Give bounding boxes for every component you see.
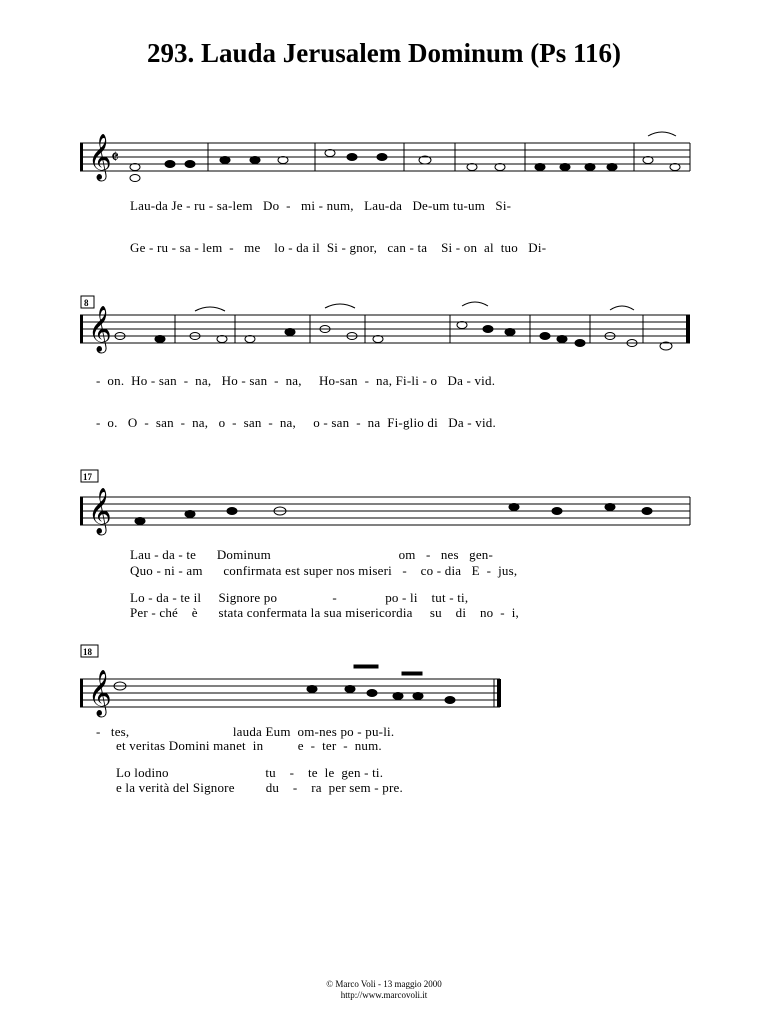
svg-text:𝄵: 𝄵	[111, 147, 120, 168]
treble-clef-icon: 𝄞	[88, 670, 112, 716]
measure-number: 18	[83, 647, 92, 657]
lyric-line: Lau - da - te Dominum om - nes gen-	[130, 547, 494, 562]
treble-clef-icon: 𝄞	[88, 306, 112, 352]
lyric-line: Lo lodino tu - te le gen - ti.	[116, 765, 384, 780]
system-2-staff	[80, 302, 690, 354]
lyric-line: et veritas Domini manet in e - ter - num.	[116, 738, 382, 753]
lyric-line: Ge - ru - sa - lem - me lo - da il Si - gnor, can - ta Si - on al tuo Di-	[130, 240, 547, 255]
page-title: 293. Lauda Jerusalem Dominum (Ps 116)	[146, 38, 622, 68]
system-4-notes	[114, 665, 455, 704]
treble-clef-icon: 𝄞	[88, 134, 112, 180]
measure-number: 8	[84, 298, 89, 308]
lyric-line: Lau-da Je - ru - sa-lem Do - mi - num, Lau-da De-um tu-um Si-	[130, 198, 512, 213]
system-3-notes	[135, 504, 652, 525]
measure-number: 17	[83, 472, 92, 482]
lyric-line: - on. Ho - san - na, Ho - san - na, Ho-san - na, Fi-li - o Da - vid.	[96, 373, 496, 388]
system-3-staff	[80, 488, 690, 536]
system-4-staff	[80, 665, 501, 718]
lyric-line: - o. O - san - na, o - san - na, o - san - na Fi-glio di Da - vid.	[96, 415, 496, 430]
system-1-staff	[80, 132, 690, 182]
website-footer: http://www.marcovoli.it	[340, 990, 428, 1000]
lyric-line: Quo - ni - am confirmata est super nos miseri - co - dia E - jus,	[130, 563, 518, 578]
lyric-line: Lo - da - te il Signore po - po - li tut - ti,	[130, 590, 469, 605]
lyric-line: e la verità del Signore du - ra per sem - pre.	[116, 780, 403, 795]
treble-clef-icon: 𝄞	[88, 488, 112, 534]
copyright-footer: © Marco Voli - 13 maggio 2000	[326, 979, 442, 989]
lyric-line: - tes, lauda Eum om-nes po - pu-li.	[96, 724, 395, 739]
lyric-line: Per - ché è stata confermata la sua misericordia su di no - i,	[130, 605, 519, 620]
